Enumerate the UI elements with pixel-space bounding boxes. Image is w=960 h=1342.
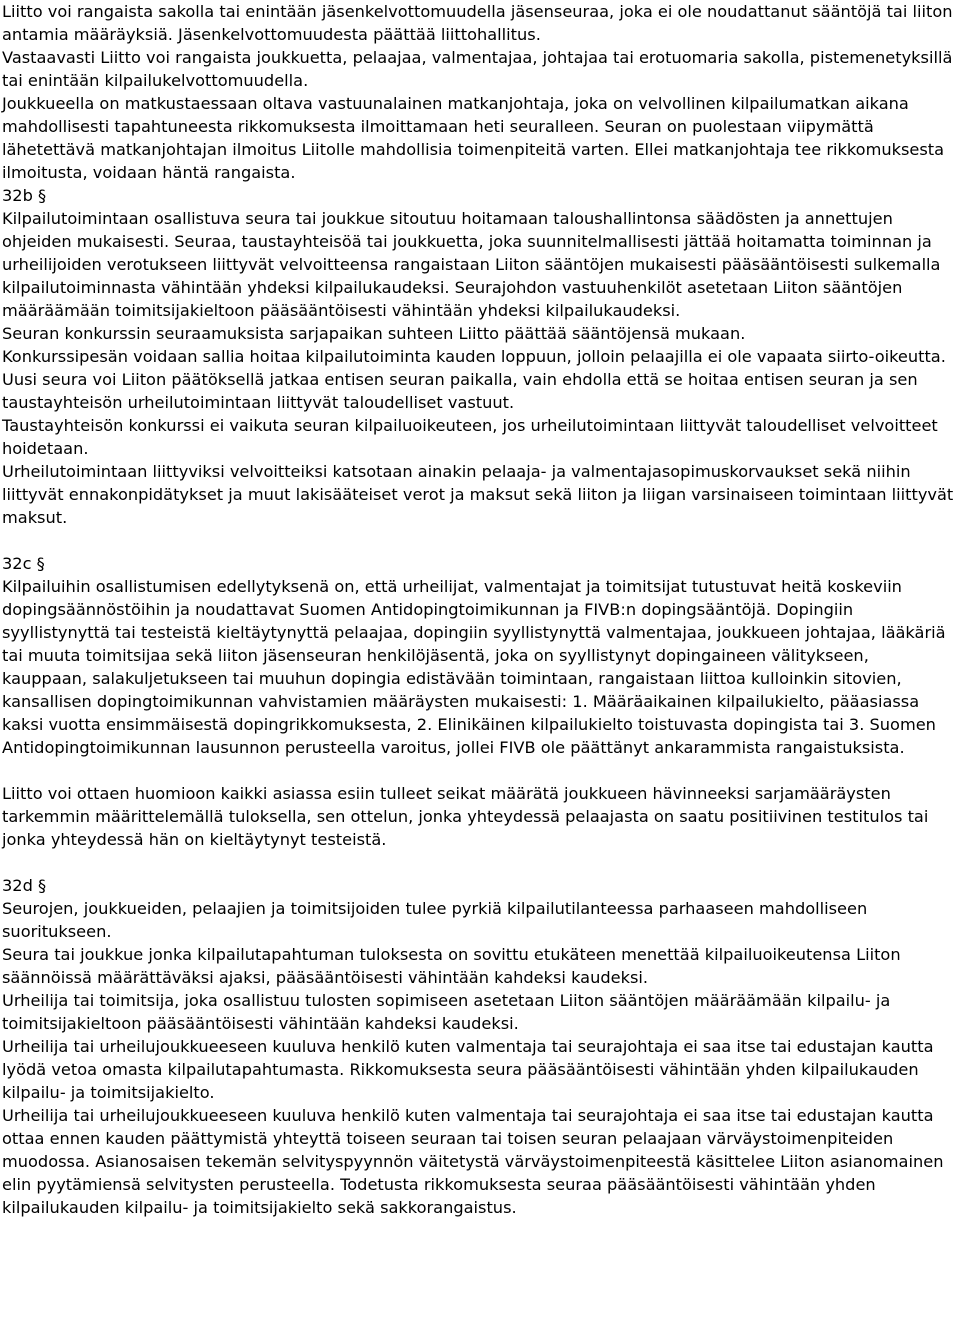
paragraph: Seura tai joukkue jonka kilpailutapahtuman tuloksesta on sovittu etukäteen menettää kilpailuoikeutensa Liiton säännöissä määrättäväksi ajaksi, pääsääntöisesti vähintään kahdeksi kaudeksi. bbox=[2, 945, 901, 987]
paragraph: Konkurssipesän voidaan sallia hoitaa kilpailutoiminta kauden loppuun, jolloin pelaajilla ei ole vapaata siirto-oikeutta. bbox=[2, 347, 946, 366]
paragraph: Seurojen, joukkueiden, pelaajien ja toimitsijoiden tulee pyrkiä kilpailutilanteessa parhaaseen mahdolliseen suoritukseen. bbox=[2, 899, 868, 941]
paragraph: Seuran konkurssin seuraamuksista sarjapaikan suhteen Liitto päättää sääntöjensä mukaan. bbox=[2, 324, 746, 343]
section-heading-32b: 32b § bbox=[2, 186, 47, 205]
paragraph: Urheilija tai urheilujoukkueeseen kuuluva henkilö kuten valmentaja tai seurajohtaja ei saa itse tai edustajan kautta lyödä vetoa omasta kilpailutapahtumasta. Rikkomuksesta seura pääsääntöisesti vähintään yhden kilpailukauden kilpailu- ja toimitsijakielto. bbox=[2, 1037, 934, 1102]
paragraph: Uusi seura voi Liiton päätöksellä jatkaa entisen seuran paikalla, vain ehdolla että se hoitaa entisen seuran ja sen taustayhteisön urheilutoimintaan liittyvät taloudelliset vastuut. bbox=[2, 370, 918, 412]
paragraph: Urheilija tai toimitsija, joka osallistuu tulosten sopimiseen asetetaan Liiton sääntöjen määräämään kilpailu- ja toimitsijakieltoon pääsääntöisesti vähintään kahdeksi kaudeksi. bbox=[2, 991, 891, 1033]
paragraph: Vastaavasti Liitto voi rangaista joukkuetta, pelaajaa, valmentajaa, johtajaa tai erotuomaria sakolla, pistemenetyksillä tai enintään kilpailukelvottomuudella. bbox=[2, 48, 953, 90]
section-heading-32c: 32c § bbox=[2, 554, 45, 573]
paragraph: Joukkueella on matkustaessaan oltava vastuunalainen matkanjohtaja, joka on velvollinen kilpailumatkan aikana mahdollisesti tapahtuneesta rikkomuksesta ilmoittamaan heti seuralleen. Seuran on puolestaan viipymättä lähetettävä matkanjohtajan ilmoitus Liitolle mahdollisia toimenpiteitä varten. Ellei matkanjohtaja tee rikkomuksesta ilmoitusta, voidaan häntä rangaista. bbox=[2, 94, 945, 182]
spacer bbox=[2, 529, 958, 552]
paragraph: Urheilutoimintaan liittyviksi velvoitteiksi katsotaan ainakin pelaaja- ja valmentajasopimuskorvaukset sekä niihin liittyvät ennakonpidätykset ja muut lakisääteiset verot ja maksut sekä liiton ja liigan varsinaiseen toimintaan liittyvät maksut. bbox=[2, 462, 954, 527]
paragraph: Urheilija tai urheilujoukkueeseen kuuluva henkilö kuten valmentaja tai seurajohtaja ei saa itse tai edustajan kautta ottaa ennen kauden päättymistä yhteyttä toiseen seuraan tai toisen seuran pelaajaan värväystoimenpiteiden muodossa. Asianosaisen tekemän selvityspyynnön väitetystä värväystoimenpiteestä käsittelee Liiton asianomainen elin pyytämiensä selvitysten perusteella. Todetusta rikkomuksesta seuraa pääsääntöisesti vähintään yhden kilpailukauden kilpailu- ja toimitsijakielto sekä sakkorangaistus. bbox=[2, 1106, 944, 1217]
paragraph: Liitto voi rangaista sakolla tai enintään jäsenkelvottomuudella jäsenseuraa, joka ei ole noudattanut sääntöjä tai liiton antamia määräyksiä. Jäsenkelvottomuudesta päättää liittohallitus. bbox=[2, 2, 953, 44]
spacer bbox=[2, 851, 958, 874]
spacer bbox=[2, 759, 958, 782]
paragraph: Kilpailuihin osallistumisen edellytyksenä on, että urheilijat, valmentajat ja toimitsijat tutustuvat heitä koskeviin dopingsäännöstöihin ja noudattavat Suomen Antidopingtoimikunnan ja FIVB:n dopingsääntöjä. Dopingiin syyllistynyttä tai testeistä kieltäytynyttä pelaajaa, dopingiin syyllistynyttä valmentajaa, joukkueen johtajaa, lääkäriä tai muuta toimitsijaa sekä liiton jäsenseuran henkilöjäsentä, joka on syyllistynyt dopingaineen välitykseen, kauppaan, salakuljetukseen tai muuhun dopingia edistävään toimintaan, rangaistaan liittoa kulloinkin sitovien, kansallisen dopingtoimikunnan vahvistamien määräysten mukaisesti: 1. Määräaikainen kilpailukielto, pääasiassa kaksi vuotta ensimmäisestä dopingrikkomuksesta, 2. Elinikäinen kilpailukielto toistuvasta dopingista tai 3. Suomen Antidopingtoimikunnan lausunnon perusteella varoitus, jollei FIVB ole päättänyt ankarammista rangaistuksista. bbox=[2, 577, 946, 757]
paragraph: Liitto voi ottaen huomioon kaikki asiassa esiin tulleet seikat määrätä joukkueen hävinneeksi sarjamääräysten tarkemmin määrittelemällä tuloksella, sen ottelun, jonka yhteydessä pelaajasta on saatu positiivinen testitulos tai jonka yhteydessä hän on kieltäytynyt testeistä. bbox=[2, 784, 929, 849]
paragraph: Taustayhteisön konkurssi ei vaikuta seuran kilpailuoikeuteen, jos urheilutoimintaan liittyvät taloudelliset velvoitteet hoidetaan. bbox=[2, 416, 938, 458]
paragraph: Kilpailutoimintaan osallistuva seura tai joukkue sitoutuu hoitamaan taloushallintonsa säädösten ja annettujen ohjeiden mukaisesti. Seuraa, taustayhteisöä tai joukkuetta, joka suunnitelmallisesti jättää hoitamatta toiminnan ja urheilijoiden verotukseen liittyvät velvoitteensa rangaistaan Liiton sääntöjen mukaisesti pääsääntöisesti sulkemalla kilpailutoiminnasta vähintään yhdeksi kilpailukaudeksi. Seurajohdon vastuuhenkilöt asetetaan Liiton sääntöjen määräämään toimitsijakieltoon pääsääntöisesti vähintään yhdeksi kilpailukaudeksi. bbox=[2, 209, 941, 320]
section-heading-32d: 32d § bbox=[2, 876, 47, 895]
